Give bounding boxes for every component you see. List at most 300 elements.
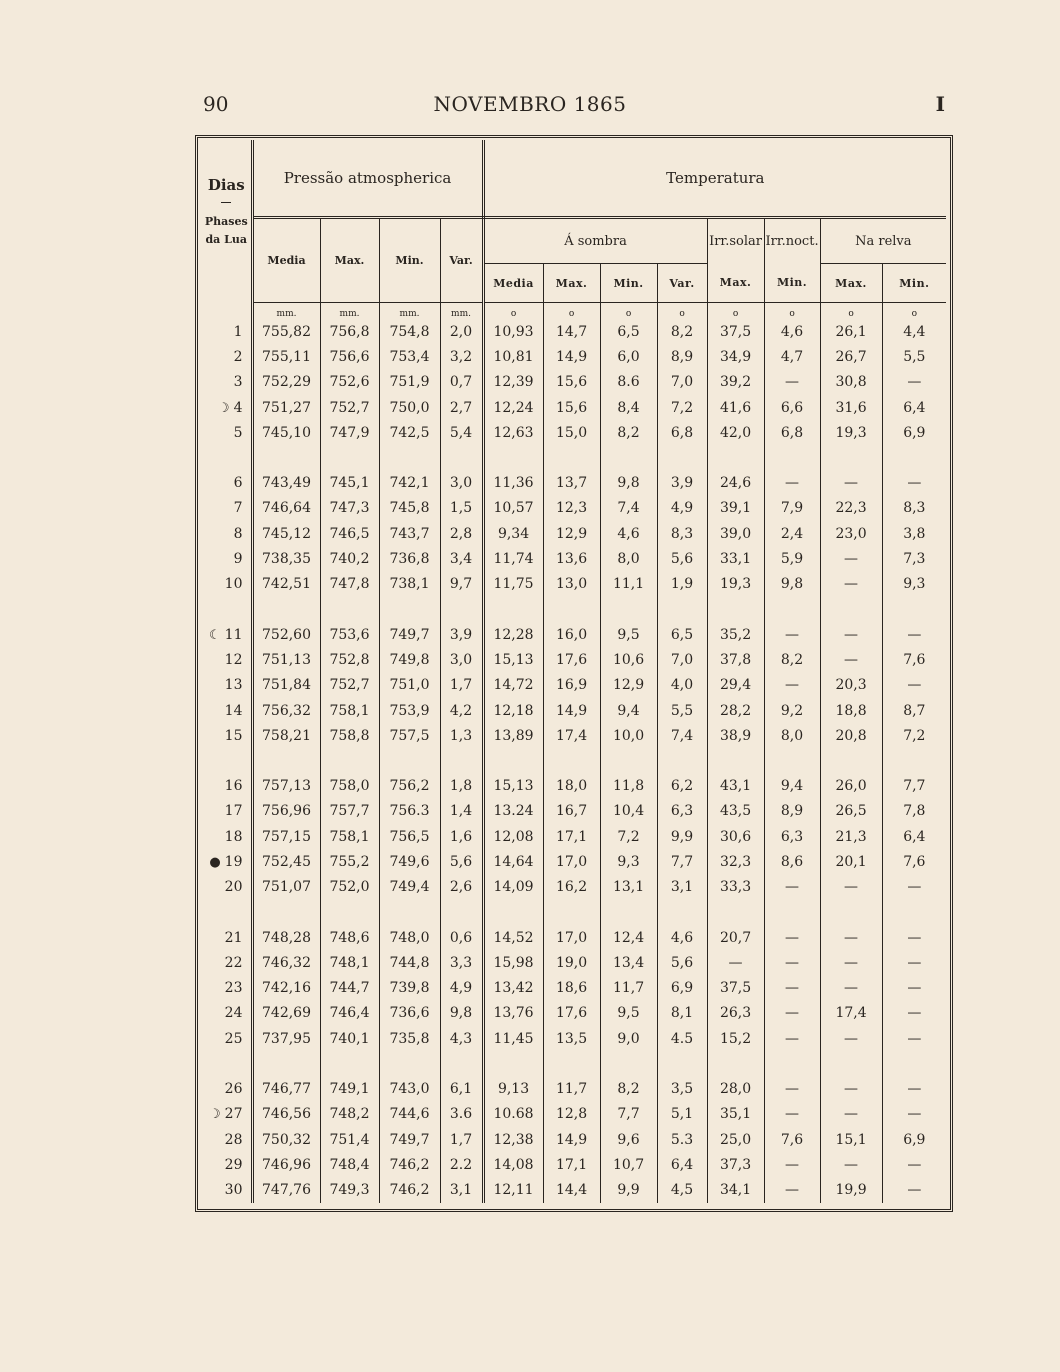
pressure-media-cell: 752,29 (252, 370, 320, 395)
sombra-max-cell: 14,9 (543, 1127, 600, 1152)
group-spacer-row (202, 597, 946, 622)
sombra-media-cell: 12,24 (483, 395, 543, 420)
pressure-max-cell: 740,2 (320, 546, 379, 571)
pressure-media-cell: 751,13 (252, 647, 320, 672)
table-row (202, 344, 946, 369)
table-row (202, 370, 946, 395)
day-cell (202, 1001, 252, 1026)
irr-noct-min-cell: — (764, 470, 820, 495)
pressure-var-cell: 2.2 (440, 1152, 483, 1177)
relva-min-cell: — (907, 626, 922, 643)
pressure-min-cell: 753,9 (379, 698, 440, 723)
sombra-var-cell: 4.5 (657, 1026, 707, 1051)
unit-degree: o (820, 303, 882, 320)
sombra-media-cell: 9,13 (483, 1076, 543, 1101)
irr-solar-max-header: Max. (707, 264, 764, 303)
sombra-max-cell: 13,0 (543, 572, 600, 597)
sombra-min-cell: 8.6 (600, 370, 657, 395)
sombra-min-cell: 9,3 (600, 849, 657, 874)
sombra-max-cell: 12,8 (543, 1102, 600, 1127)
pressure-media-cell: 746,77 (252, 1076, 320, 1101)
irr-noct-min-cell: — (764, 622, 820, 647)
pressure-min-cell: 746,2 (379, 1152, 440, 1177)
pressure-media-cell: 751,07 (252, 875, 320, 900)
pressure-media-cell: 747,76 (252, 1178, 320, 1203)
pressure-media-cell: 757,13 (252, 773, 320, 798)
relva-min-header: Min. (882, 264, 946, 303)
relva-min-cell: 7,2 (903, 727, 926, 744)
page-number: 90 (203, 92, 229, 116)
day-cell (202, 1152, 252, 1177)
day-number: 12 (224, 651, 243, 668)
pressure-max-cell: 747,9 (320, 420, 379, 445)
unit-degree: o (911, 309, 918, 319)
day-number: 15 (224, 727, 243, 744)
pressure-media-cell: 742,69 (252, 1001, 320, 1026)
irr-noct-min-cell: 9,8 (764, 572, 820, 597)
irr-solar-max-cell: 30,6 (707, 824, 764, 849)
pressure-max-cell: 752,8 (320, 647, 379, 672)
pressure-media-cell: 756,32 (252, 698, 320, 723)
irr-noct-min-cell: — (764, 1152, 820, 1177)
day-number: 14 (224, 702, 243, 719)
sombra-media-cell: 14,64 (483, 849, 543, 874)
table-row (202, 521, 946, 546)
sombra-max-cell: 13,7 (543, 470, 600, 495)
day-cell (202, 1026, 252, 1051)
irr-noct-min-cell: 4,6 (764, 319, 820, 344)
sombra-media-cell: 12,38 (483, 1127, 543, 1152)
pressure-max-cell: 745,1 (320, 470, 379, 495)
sombra-media-header: Media (483, 264, 543, 303)
relva-min-cell: — (907, 1156, 922, 1173)
table-row (202, 698, 946, 723)
phases-label: Phases da Lua (204, 215, 248, 246)
pressure-var-cell: 1,8 (440, 773, 483, 798)
sombra-media-cell: 13.24 (483, 799, 543, 824)
irr-noct-min-cell: 7,6 (764, 1127, 820, 1152)
relva-min-cell: 8,7 (903, 702, 926, 719)
relva-max-cell: 23,0 (820, 521, 882, 546)
pressure-var-cell: 1,6 (440, 824, 483, 849)
day-number: 30 (224, 1182, 243, 1199)
sombra-var-cell: 8,3 (657, 521, 707, 546)
relva-min-cell: — (907, 677, 922, 694)
day-cell (202, 723, 252, 748)
sombra-media-cell: 11,36 (483, 470, 543, 495)
unit-mm: mm. (320, 303, 379, 320)
table-row (202, 723, 946, 748)
relva-min-cell: 7,3 (903, 551, 926, 568)
table-row (202, 799, 946, 824)
sombra-min-cell: 11,1 (600, 572, 657, 597)
day-cell (202, 925, 252, 950)
pressure-min-cell: 751,0 (379, 673, 440, 698)
sombra-min-cell: 10,0 (600, 723, 657, 748)
sombra-media-cell: 12,11 (483, 1178, 543, 1203)
observations-table-frame (195, 135, 953, 1212)
irr-noct-min-cell: 6,8 (764, 420, 820, 445)
day-number: 10 (224, 576, 243, 593)
sombra-media-cell: 14,52 (483, 925, 543, 950)
table-row (202, 875, 946, 900)
observations-table (202, 140, 946, 1203)
moon-phase-icon: ☾ (209, 627, 221, 643)
irr-noct-min-header: Min. (764, 264, 820, 303)
irr-solar-max-cell: 41,6 (707, 395, 764, 420)
day-cell (202, 647, 252, 672)
sombra-max-cell: 14,9 (543, 344, 600, 369)
sombra-media-cell: 10,57 (483, 496, 543, 521)
relva-min-cell: — (907, 1182, 922, 1199)
pressure-max-cell: 747,8 (320, 572, 379, 597)
sombra-max-cell: 16,7 (543, 799, 600, 824)
relva-min-cell: 7,6 (903, 651, 926, 668)
relva-min-cell: — (907, 980, 922, 997)
sombra-max-cell: 14,9 (543, 698, 600, 723)
pressure-media-cell: 737,95 (252, 1026, 320, 1051)
pressure-max-cell: 752,0 (320, 875, 379, 900)
irr-noct-header: Irr.noct. (764, 218, 820, 264)
page-title: NOVEMBRO 1865 (433, 92, 627, 116)
pressure-media-cell: 752,45 (252, 849, 320, 874)
moon-phase-icon: ☽ (217, 400, 230, 416)
pressure-max-cell: 758,1 (320, 824, 379, 849)
sombra-var-cell: 4,9 (657, 496, 707, 521)
pressure-var-cell: 2,6 (440, 875, 483, 900)
day-cell (202, 824, 252, 849)
pressure-min-cell: 749,7 (379, 622, 440, 647)
pressure-min-cell: 750,0 (379, 395, 440, 420)
relva-max-cell: — (820, 925, 882, 950)
pressure-min-cell: 749,6 (379, 849, 440, 874)
sombra-max-cell: 12,9 (543, 521, 600, 546)
pressure-media-cell: 745,10 (252, 420, 320, 445)
day-cell (202, 395, 252, 420)
irr-solar-max-cell: 39,0 (707, 521, 764, 546)
table-row (202, 546, 946, 571)
sombra-var-cell: 4,6 (657, 925, 707, 950)
day-cell (202, 344, 252, 369)
pressure-var-cell: 9,8 (440, 1001, 483, 1026)
sombra-var-cell: 5,1 (657, 1102, 707, 1127)
group-spacer-row (202, 748, 946, 773)
page-mark: I (935, 92, 945, 116)
day-cell (202, 1076, 252, 1101)
day-cell (202, 572, 252, 597)
pressure-media-cell: 746,64 (252, 496, 320, 521)
relva-min-cell: — (907, 1106, 922, 1123)
irr-solar-max-cell: 34,9 (707, 344, 764, 369)
pressure-min-cell: 749,4 (379, 875, 440, 900)
relva-max-header: Max. (820, 264, 882, 303)
pressure-media-cell: 746,96 (252, 1152, 320, 1177)
day-number: 6 (233, 475, 243, 492)
pressure-media-cell: 746,32 (252, 950, 320, 975)
pressure-var-cell: 3,0 (440, 647, 483, 672)
day-number: 23 (224, 980, 243, 997)
sombra-media-cell: 11,45 (483, 1026, 543, 1051)
irr-solar-max-cell: 19,3 (707, 572, 764, 597)
pressure-max-cell: 752,7 (320, 673, 379, 698)
sombra-max-cell: 17,0 (543, 849, 600, 874)
relva-max-cell: — (820, 470, 882, 495)
dias-divider (221, 202, 231, 203)
relva-max-cell: 21,3 (820, 824, 882, 849)
day-number: 16 (224, 778, 243, 795)
pressure-var-cell: 3,3 (440, 950, 483, 975)
sombra-min-cell: 12,9 (600, 673, 657, 698)
irr-solar-max-cell: 20,7 (707, 925, 764, 950)
pressure-max-cell: 751,4 (320, 1127, 379, 1152)
pressure-var-cell: 4,9 (440, 976, 483, 1001)
relva-min-cell: 7,8 (903, 803, 926, 820)
relva-max-cell: — (820, 1152, 882, 1177)
pressure-min-cell: 739,8 (379, 976, 440, 1001)
day-number: 13 (224, 677, 243, 694)
sombra-var-cell: 6,5 (657, 622, 707, 647)
sombra-min-cell: 7,7 (600, 1102, 657, 1127)
pressure-media-cell: 742,51 (252, 572, 320, 597)
irr-solar-max-cell: 39,1 (707, 496, 764, 521)
sombra-min-cell: 10,4 (600, 799, 657, 824)
pressure-max-header: Max. (320, 218, 379, 303)
relva-min-cell: — (907, 1081, 922, 1098)
pressure-min-cell: 751,9 (379, 370, 440, 395)
relva-max-cell: — (820, 647, 882, 672)
irr-solar-max-cell: 15,2 (707, 1026, 764, 1051)
relva-min-cell: 4,4 (903, 323, 926, 340)
pressure-min-cell: 749,8 (379, 647, 440, 672)
sombra-var-cell: 3,1 (657, 875, 707, 900)
pressure-media-cell: 757,15 (252, 824, 320, 849)
pressure-var-cell: 0,6 (440, 925, 483, 950)
pressure-media-cell: 758,21 (252, 723, 320, 748)
pressure-var-cell: 2,7 (440, 395, 483, 420)
day-number: 17 (224, 803, 243, 820)
relva-max-cell: 17,4 (820, 1001, 882, 1026)
day-cell (202, 799, 252, 824)
irr-solar-max-cell: 28,2 (707, 698, 764, 723)
day-cell (202, 420, 252, 445)
pressure-max-cell: 752,7 (320, 395, 379, 420)
day-cell (202, 1102, 252, 1127)
sombra-media-cell: 12,28 (483, 622, 543, 647)
moon-phase-icon: ● (209, 854, 221, 870)
day-number: 18 (224, 828, 243, 845)
day-cell (202, 496, 252, 521)
irr-solar-max-cell: 28,0 (707, 1076, 764, 1101)
sombra-min-cell: 7,2 (600, 824, 657, 849)
irr-solar-max-cell: 26,3 (707, 1001, 764, 1026)
irr-noct-min-cell: 6,6 (764, 395, 820, 420)
day-number: 25 (224, 1030, 243, 1047)
sombra-media-cell: 15,13 (483, 773, 543, 798)
sombra-min-cell: 9,5 (600, 1001, 657, 1026)
relva-min-cell: 6,9 (903, 424, 926, 441)
table-row (202, 572, 946, 597)
sombra-media-cell: 15,13 (483, 647, 543, 672)
pressure-var-cell: 9,7 (440, 572, 483, 597)
pressure-max-cell: 748,6 (320, 925, 379, 950)
day-cell (202, 773, 252, 798)
sombra-max-cell: 16,9 (543, 673, 600, 698)
table-row (202, 1076, 946, 1101)
pressure-var-cell: 1,4 (440, 799, 483, 824)
relva-max-cell: 26,0 (820, 773, 882, 798)
irr-noct-min-cell: 8,2 (764, 647, 820, 672)
relva-min-cell: 6,4 (903, 828, 926, 845)
pressure-var-cell: 2,0 (440, 319, 483, 344)
day-cell (202, 319, 252, 344)
irr-solar-max-cell: 33,3 (707, 875, 764, 900)
sombra-media-cell: 10.68 (483, 1102, 543, 1127)
table-row (202, 470, 946, 495)
day-number: 11 (224, 626, 243, 643)
sombra-max-cell: 15,6 (543, 395, 600, 420)
irr-solar-max-cell: 35,2 (707, 622, 764, 647)
page-header (0, 88, 1060, 122)
relva-max-cell: 20,3 (820, 673, 882, 698)
pressure-var-cell: 3,1 (440, 1178, 483, 1203)
relva-max-cell: 19,3 (820, 420, 882, 445)
sombra-header: Á sombra (483, 218, 707, 264)
sombra-max-cell: 17,0 (543, 925, 600, 950)
sombra-var-cell: 1,9 (657, 572, 707, 597)
sombra-var-cell: 8,1 (657, 1001, 707, 1026)
pressure-media-cell: 742,16 (252, 976, 320, 1001)
irr-noct-min-cell: 7,9 (764, 496, 820, 521)
pressure-min-cell: 756,2 (379, 773, 440, 798)
pressure-var-cell: 3,9 (440, 622, 483, 647)
pressure-var-cell: 6,1 (440, 1076, 483, 1101)
pressure-max-cell: 747,3 (320, 496, 379, 521)
relva-max-cell: — (820, 1026, 882, 1051)
pressure-media-cell: 755,11 (252, 344, 320, 369)
pressure-var-cell: 1,5 (440, 496, 483, 521)
irr-solar-max-cell: 43,1 (707, 773, 764, 798)
day-number: 19 (224, 853, 243, 870)
sombra-var-cell: 5,6 (657, 546, 707, 571)
relva-max-cell: — (820, 546, 882, 571)
table-row (202, 622, 946, 647)
relva-max-cell: — (820, 572, 882, 597)
unit-mm: mm. (379, 303, 440, 320)
pressure-max-cell: 746,5 (320, 521, 379, 546)
sombra-var-cell: 4,0 (657, 673, 707, 698)
sombra-media-cell: 10,93 (483, 319, 543, 344)
pressure-media-cell: 746,56 (252, 1102, 320, 1127)
relva-max-cell: — (820, 950, 882, 975)
relva-min-cell: 7,7 (903, 778, 926, 795)
sombra-max-cell: 17,1 (543, 1152, 600, 1177)
sombra-media-cell: 11,74 (483, 546, 543, 571)
relva-max-cell: 22,3 (820, 496, 882, 521)
sombra-min-cell: 8,2 (600, 420, 657, 445)
irr-solar-max-cell: 33,1 (707, 546, 764, 571)
sombra-max-cell: 15,0 (543, 420, 600, 445)
irr-noct-min-cell: — (764, 1178, 820, 1203)
relva-min-cell: — (907, 954, 922, 971)
table-row (202, 773, 946, 798)
irr-noct-min-cell: — (764, 1026, 820, 1051)
pressure-var-cell: 4,3 (440, 1026, 483, 1051)
day-cell (202, 546, 252, 571)
sombra-var-cell: 8,9 (657, 344, 707, 369)
day-number: 8 (233, 525, 243, 542)
pressure-max-cell: 749,1 (320, 1076, 379, 1101)
irr-solar-max-cell: 38,9 (707, 723, 764, 748)
sombra-min-cell: 6,0 (600, 344, 657, 369)
irr-noct-min-cell: — (764, 1076, 820, 1101)
table-row (202, 1026, 946, 1051)
pressure-min-cell: 742,5 (379, 420, 440, 445)
relva-min-cell: 5,5 (903, 348, 926, 365)
table-row (202, 420, 946, 445)
sombra-max-cell: 15,6 (543, 370, 600, 395)
table-row (202, 395, 946, 420)
relva-max-cell: 26,1 (820, 319, 882, 344)
relva-max-cell: 20,1 (820, 849, 882, 874)
irr-noct-min-cell: — (764, 950, 820, 975)
sombra-var-cell: 5.3 (657, 1127, 707, 1152)
sombra-max-cell: 14,4 (543, 1178, 600, 1203)
sombra-max-cell: 18,6 (543, 976, 600, 1001)
irr-noct-min-cell: 8,9 (764, 799, 820, 824)
table-row (202, 1178, 946, 1203)
moon-phase-icon: ☽ (209, 1107, 221, 1123)
sombra-var-cell: 7,7 (657, 849, 707, 874)
sombra-media-cell: 15,98 (483, 950, 543, 975)
irr-noct-min-cell: 2,4 (764, 521, 820, 546)
pressure-media-cell: 738,35 (252, 546, 320, 571)
pressure-min-cell: 744,6 (379, 1102, 440, 1127)
sombra-var-cell: 6,9 (657, 976, 707, 1001)
pressure-min-cell: 753,4 (379, 344, 440, 369)
irr-noct-min-cell: 8,0 (764, 723, 820, 748)
pressure-max-cell: 756,8 (320, 319, 379, 344)
irr-noct-min-cell: 9,2 (764, 698, 820, 723)
irr-noct-min-cell: 4,7 (764, 344, 820, 369)
sombra-var-cell: 7,0 (657, 647, 707, 672)
sombra-max-cell: 17,4 (543, 723, 600, 748)
day-cell (202, 673, 252, 698)
sombra-min-cell: 9,8 (600, 470, 657, 495)
table-row (202, 673, 946, 698)
na-relva-header: Na relva (820, 218, 946, 264)
relva-min-cell: 6,4 (903, 399, 926, 416)
relva-min-cell: 9,3 (903, 576, 926, 593)
table-row (202, 1102, 946, 1127)
day-number: 1 (233, 323, 243, 340)
sombra-media-cell: 10,81 (483, 344, 543, 369)
table-row (202, 824, 946, 849)
pressure-max-cell: 758,8 (320, 723, 379, 748)
day-number: 4 (233, 399, 243, 416)
day-number: 5 (233, 424, 243, 441)
irr-solar-max-cell: 24,6 (707, 470, 764, 495)
day-number: 29 (224, 1156, 243, 1173)
sombra-min-cell: 11,7 (600, 976, 657, 1001)
day-number: 2 (233, 348, 243, 365)
unit-degree: o (543, 303, 600, 320)
pressure-media-cell: 755,82 (252, 319, 320, 344)
day-cell (202, 849, 252, 874)
table-row (202, 1152, 946, 1177)
day-cell (202, 521, 252, 546)
table-row (202, 1001, 946, 1026)
pressure-var-cell: 2,8 (440, 521, 483, 546)
